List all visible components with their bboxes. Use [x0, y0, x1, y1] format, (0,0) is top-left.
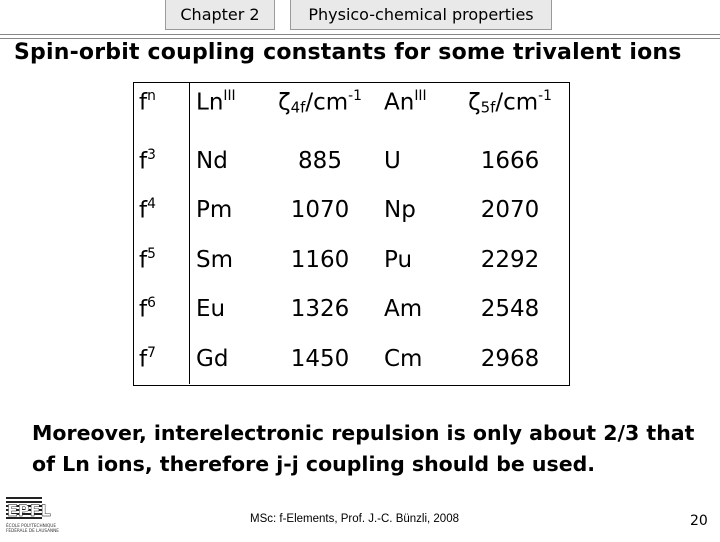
cell-f: $f^5$	[133, 235, 190, 285]
cell-ln: Sm	[196, 246, 234, 273]
cell-an: U	[384, 147, 401, 174]
cell-zeta-4f: 1070	[290, 197, 350, 224]
epfl-logo-graphic	[4, 493, 84, 538]
cell-zeta-5f: 2292	[480, 246, 540, 273]
header-zeta-4f: $\zeta_{4f}/cm^{-1}$	[278, 88, 362, 117]
table-row	[133, 285, 566, 335]
header-an: $An^{III}$	[384, 88, 427, 116]
footer-credit: MSc: f-Elements, Prof. J.-C. Bünzli, 2008	[250, 513, 459, 525]
cell-an: Pu	[384, 246, 413, 273]
cell-zeta-4f: 1160	[290, 246, 350, 273]
table-row	[133, 334, 566, 384]
cell-zeta-5f: 2548	[480, 296, 540, 323]
epfl-logo	[4, 493, 84, 538]
cell-zeta-5f: 2968	[480, 345, 540, 372]
header-rule-bottom	[0, 38, 720, 39]
chapter-tab: Chapter 2	[165, 0, 275, 30]
cell-an: Am	[384, 296, 423, 323]
header-zeta-5f: $\zeta_{5f}/cm^{-1}$	[468, 88, 552, 117]
cell-ln: Gd	[196, 345, 229, 372]
cell-ln: Eu	[196, 296, 226, 323]
cell-ln: Nd	[196, 147, 228, 174]
table-row	[133, 136, 566, 186]
cell-zeta-4f: 885	[298, 147, 342, 174]
cell-zeta-4f: 1326	[290, 296, 350, 323]
cell-f: $f^7$	[133, 334, 190, 384]
cell-f: $f^3$	[133, 136, 190, 186]
svg-text:FÉDÉRALE DE LAUSANNE: FÉDÉRALE DE LAUSANNE	[6, 528, 59, 533]
header-ln: $Ln^{III}$	[196, 88, 236, 116]
spin-orbit-table	[133, 82, 567, 384]
svg-text:EPFL: EPFL	[7, 501, 51, 520]
header-rule-top	[0, 34, 720, 35]
cell-f: $f^6$	[133, 285, 190, 335]
cell-an: Np	[384, 197, 416, 224]
cell-ln: Pm	[196, 197, 233, 224]
table-row	[133, 186, 566, 236]
cell-an: Cm	[384, 345, 423, 372]
cell-zeta-5f: 2070	[480, 197, 540, 224]
svg-text:ÉCOLE POLYTECHNIQUE: ÉCOLE POLYTECHNIQUE	[6, 523, 56, 528]
cell-zeta-4f: 1450	[290, 345, 350, 372]
topic-tab: Physico-chemical properties	[290, 0, 552, 30]
cell-zeta-5f: 1666	[480, 147, 540, 174]
table-row	[133, 235, 566, 285]
slide-title: Spin-orbit coupling constants for some trivalent ions	[14, 40, 682, 65]
note-text: Moreover, interelectronic repulsion is only about 2/3 that of Ln ions, therefore j-j coupling should be used.	[32, 421, 695, 476]
table-header-row	[133, 82, 566, 136]
cell-f: $f^4$	[133, 186, 190, 236]
header-fn: $f^n$	[133, 82, 190, 136]
page-number: 20	[690, 513, 708, 529]
